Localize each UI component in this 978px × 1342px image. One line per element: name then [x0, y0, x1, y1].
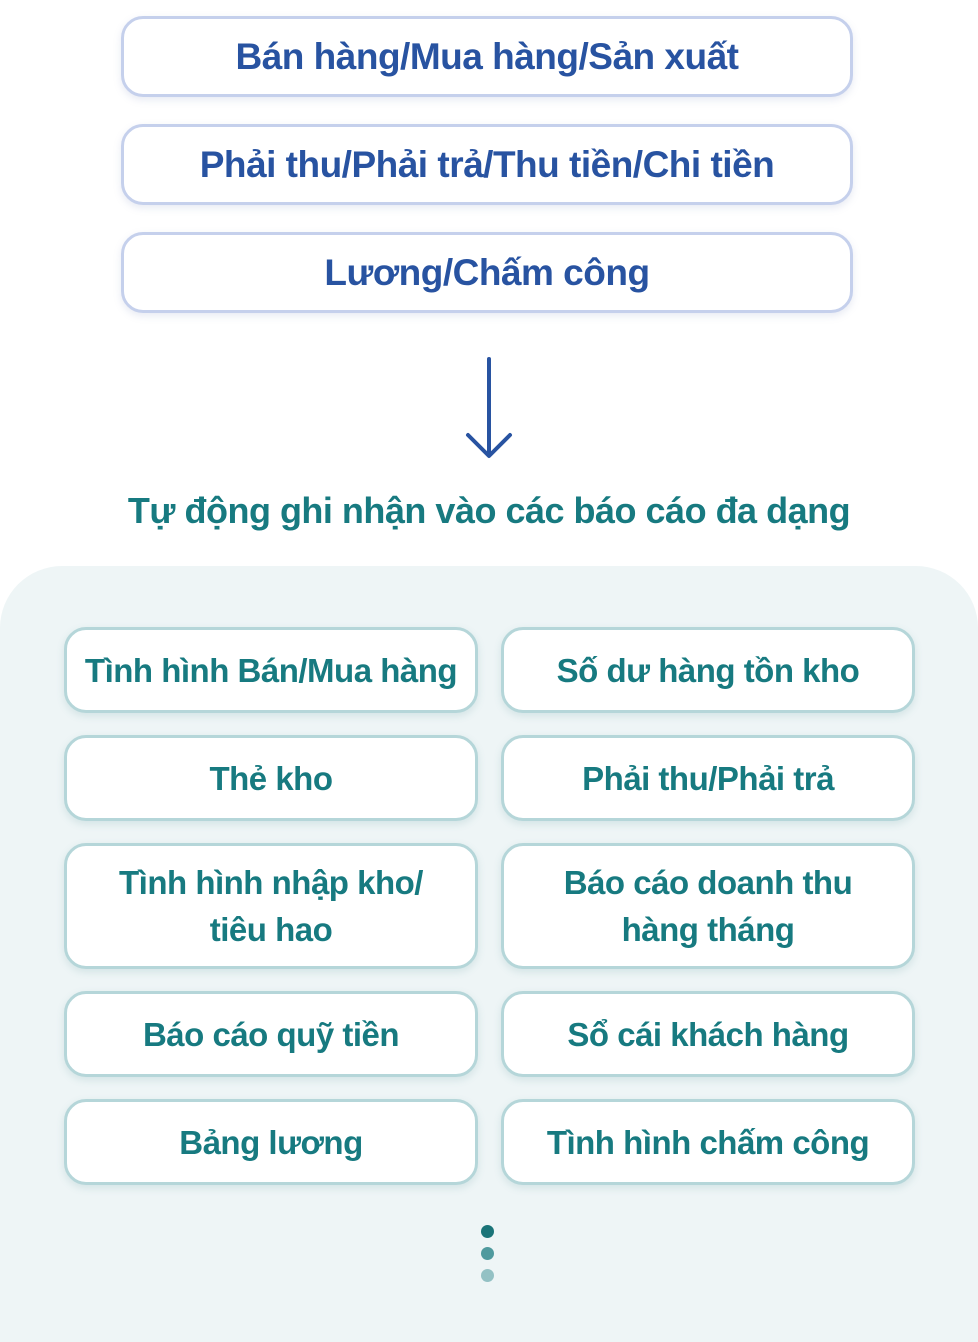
report-attendance-status [501, 1099, 915, 1185]
report-label: Báo cáo doanh thu hàng tháng [563, 864, 853, 948]
report-label: Báo cáo quỹ tiền [142, 1015, 400, 1053]
report-stock-card [64, 735, 478, 821]
report-customer-ledger [501, 991, 915, 1077]
input-label: Lương/Chấm công [324, 251, 650, 293]
report-label: Tình hình nhập kho/ tiêu hao [119, 864, 423, 948]
report-label: Tình hình Bán/Mua hàng [84, 651, 458, 689]
report-label: Sổ cái khách hàng [567, 1015, 849, 1053]
input-receivable-payable-cash [121, 124, 853, 205]
report-monthly-revenue [501, 843, 915, 969]
report-label: Tình hình chấm công [546, 1123, 870, 1161]
vertical-ellipsis-icon [481, 1247, 494, 1260]
input-sales-purchase-production [121, 16, 853, 97]
report-stock-in-consumption [64, 843, 478, 969]
report-inventory-balance [501, 627, 915, 713]
input-label: Phải thu/Phải trả/Thu tiền/Chi tiền [199, 143, 775, 185]
section-heading: Tự động ghi nhận vào các báo cáo đa dạng [127, 490, 851, 531]
vertical-ellipsis-icon [481, 1269, 494, 1282]
report-sales-purchase-status [64, 627, 478, 713]
report-label: Bảng lương [179, 1123, 363, 1161]
report-cash-fund [64, 991, 478, 1077]
report-label: Phải thu/Phải trả [582, 759, 834, 797]
report-payroll [64, 1099, 478, 1185]
vertical-ellipsis-icon [481, 1225, 494, 1238]
arrow-down-icon [458, 355, 520, 465]
report-label: Số dư hàng tồn kho [556, 651, 860, 689]
report-receivable-payable [501, 735, 915, 821]
input-payroll-attendance [121, 232, 853, 313]
input-label: Bán hàng/Mua hàng/Sản xuất [235, 35, 739, 77]
report-label: Thẻ kho [209, 759, 333, 797]
